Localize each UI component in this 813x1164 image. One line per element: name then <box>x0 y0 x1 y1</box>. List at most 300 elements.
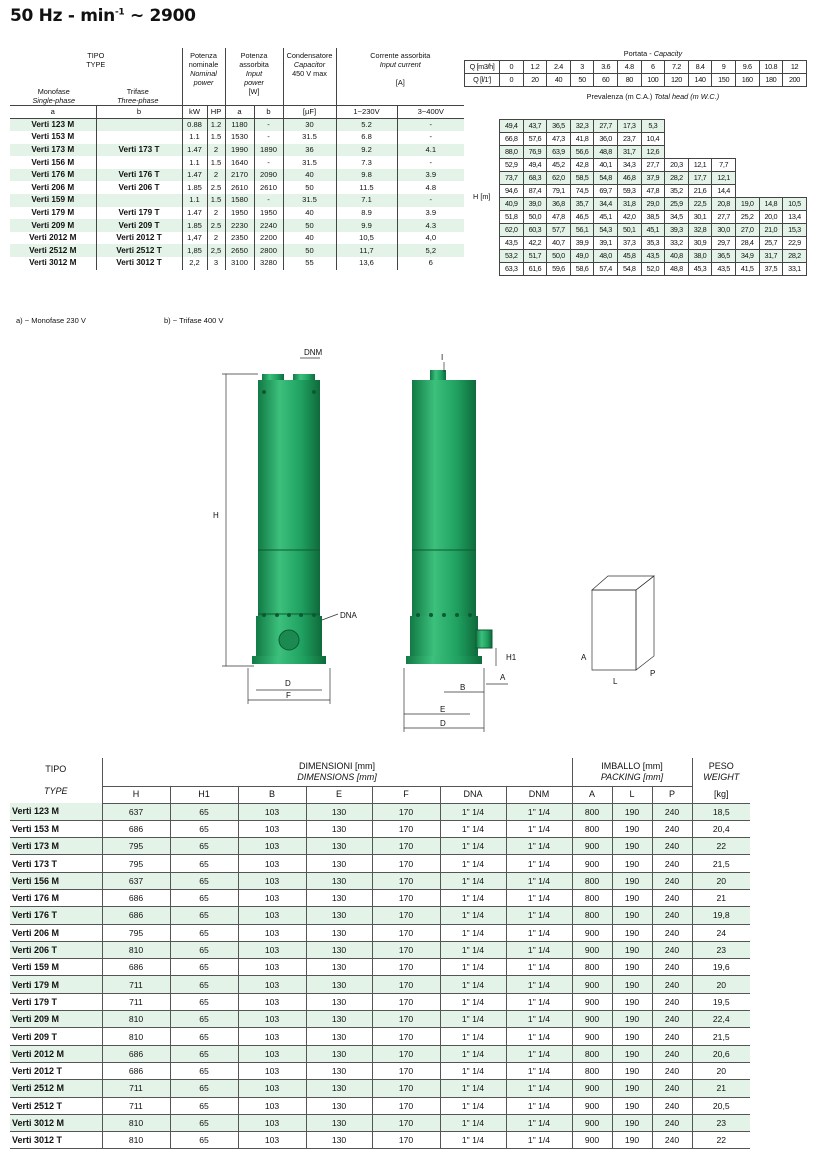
spec-cell: 1530 <box>225 131 254 144</box>
spec-sub-b: b <box>96 106 182 119</box>
spec-sub-kw: kW <box>182 106 207 119</box>
dims-cell: 190 <box>612 959 652 976</box>
dims-cell: 900 <box>572 1132 612 1149</box>
dims-cell: 65 <box>170 959 238 976</box>
dims-col-header: H <box>102 786 170 803</box>
head-value: 28,2 <box>665 171 689 184</box>
q-lmin-value: 60 <box>594 74 618 87</box>
head-empty <box>688 119 712 132</box>
dims-hdr-dimensioni: DIMENSIONI [mm] DIMENSIONS [mm] <box>102 758 572 786</box>
label-d2: D <box>440 719 446 728</box>
head-value: 37,9 <box>641 171 665 184</box>
head-value: 46,8 <box>617 171 641 184</box>
head-empty <box>759 132 783 145</box>
dims-cell: 1" 1/4 <box>440 1045 506 1062</box>
spec-cell: 2 <box>207 169 225 182</box>
head-value: 36,5 <box>547 119 571 132</box>
q-m3h-value: 3 <box>570 61 594 74</box>
head-value: 27,0 <box>735 223 759 236</box>
dims-row <box>10 1114 750 1131</box>
dims-cell: 240 <box>652 889 692 906</box>
head-value: 42,8 <box>570 158 594 171</box>
head-h-label: H [m] <box>465 119 500 275</box>
spec-model-name: Verti 2512 T <box>96 244 182 257</box>
dims-cell: 23 <box>692 1114 750 1131</box>
spec-cell: 1.1 <box>182 194 207 207</box>
head-row <box>465 223 807 236</box>
dims-cell: 20,5 <box>692 1097 750 1114</box>
head-empty <box>665 145 689 158</box>
box-label-a: A <box>581 653 587 662</box>
head-value: 52,0 <box>641 262 665 275</box>
dims-cell: 900 <box>572 941 612 958</box>
dims-cell: 130 <box>306 993 372 1010</box>
q-m3h-value: 9.6 <box>735 61 759 74</box>
head-value: 14,4 <box>712 184 736 197</box>
spec-cell: 4,0 <box>397 232 464 245</box>
spec-cell: 31.5 <box>283 156 336 169</box>
dims-cell: 103 <box>238 1045 306 1062</box>
head-value: 40,8 <box>665 249 689 262</box>
head-value: 34,4 <box>594 197 618 210</box>
dims-cell: 240 <box>652 1132 692 1149</box>
spec-model-name: Verti 176 T <box>96 169 182 182</box>
dims-cell: 170 <box>372 976 440 993</box>
dims-hdr-tipo: TIPO TYPE <box>43 764 68 796</box>
head-value: 27,7 <box>594 119 618 132</box>
spec-hdr-corrente: Corrente assorbita Input current [A] <box>336 48 464 106</box>
head-value: 17,3 <box>617 119 641 132</box>
head-row <box>465 171 807 184</box>
dims-cell: 22 <box>692 1132 750 1149</box>
q-m3h-value: 6 <box>641 61 665 74</box>
spec-sub-hp: HP <box>207 106 225 119</box>
spec-cell: - <box>254 119 283 132</box>
dims-cell: 1" 1/4 <box>440 1028 506 1045</box>
spec-row <box>10 219 464 232</box>
pump-drawing <box>0 340 813 740</box>
spec-cell: 5.2 <box>336 119 397 132</box>
dims-model-name: Verti 2512 T <box>10 1097 102 1114</box>
head-row <box>465 236 807 249</box>
dims-cell: 190 <box>612 976 652 993</box>
q-lmin-value: 20 <box>523 74 547 87</box>
dims-model-name: Verti 123 M <box>10 803 102 820</box>
dims-cell: 22,4 <box>692 1011 750 1028</box>
head-value: 54,3 <box>594 223 618 236</box>
specs-table <box>10 48 464 270</box>
spec-cell: - <box>254 131 283 144</box>
head-value: 62,0 <box>500 223 524 236</box>
head-value: 39,3 <box>665 223 689 236</box>
spec-model-name <box>96 131 182 144</box>
dims-model-name: Verti 176 T <box>10 907 102 924</box>
dims-col-header: H1 <box>170 786 238 803</box>
label-e: E <box>440 705 446 714</box>
dims-cell: 190 <box>612 872 652 889</box>
title-exponent: -1 <box>114 7 125 18</box>
dims-cell: 103 <box>238 1097 306 1114</box>
dims-cell: 810 <box>102 1011 170 1028</box>
dims-cell: 19,6 <box>692 959 750 976</box>
dims-cell: 800 <box>572 1062 612 1079</box>
spec-model-name: Verti 206 T <box>96 181 182 194</box>
dims-model-name: Verti 206 M <box>10 924 102 941</box>
head-value: 68,3 <box>523 171 547 184</box>
head-value: 56,1 <box>570 223 594 236</box>
dims-cell: 170 <box>372 1028 440 1045</box>
spec-cell: 8.9 <box>336 207 397 220</box>
dims-cell: 18,5 <box>692 803 750 820</box>
label-d: D <box>285 679 291 688</box>
dims-cell: 240 <box>652 907 692 924</box>
head-value: 36,0 <box>594 132 618 145</box>
spec-model-name <box>96 194 182 207</box>
q-m3h-value: 3.6 <box>594 61 618 74</box>
dims-cell: 170 <box>372 1045 440 1062</box>
head-value: 43,7 <box>523 119 547 132</box>
note-a: a) ~ Monofase 230 V <box>16 316 86 325</box>
head-value: 76,9 <box>523 145 547 158</box>
dims-cell: 103 <box>238 1080 306 1097</box>
dims-cell: 65 <box>170 1028 238 1045</box>
spec-cell: 2170 <box>225 169 254 182</box>
dims-col-header: L <box>612 786 652 803</box>
dims-cell: 103 <box>238 855 306 872</box>
dims-cell: 170 <box>372 889 440 906</box>
spec-model-name: Verti 123 M <box>10 119 96 132</box>
dims-cell: 1" 1/4 <box>440 820 506 837</box>
dims-cell: 711 <box>102 993 170 1010</box>
dims-cell: 103 <box>238 907 306 924</box>
spec-cell: 9.2 <box>336 144 397 157</box>
q-lmin-value: 160 <box>735 74 759 87</box>
dims-cell: 170 <box>372 820 440 837</box>
spec-cell: 4.8 <box>397 181 464 194</box>
dims-cell: 170 <box>372 1114 440 1131</box>
head-value: 35,3 <box>641 236 665 249</box>
dims-cell: 130 <box>306 1011 372 1028</box>
dims-cell: 1" 1/4 <box>440 1114 506 1131</box>
dims-cell: 795 <box>102 855 170 872</box>
dims-cell: 900 <box>572 1028 612 1045</box>
spec-hdr-assorbita: Potenza assorbita Input power [W] <box>225 48 283 106</box>
dims-cell: 1" 1/4 <box>440 976 506 993</box>
spec-cell: 1.2 <box>207 119 225 132</box>
head-row <box>465 197 807 210</box>
q-lmin-value: 140 <box>688 74 712 87</box>
spec-cell: 7.3 <box>336 156 397 169</box>
head-value: 20,0 <box>759 210 783 223</box>
spec-sub-a: a <box>10 106 96 119</box>
head-value: 63,3 <box>500 262 524 275</box>
head-value: 46,5 <box>570 210 594 223</box>
dims-row <box>10 959 750 976</box>
dims-row <box>10 924 750 941</box>
head-value: 43,5 <box>712 262 736 275</box>
dims-cell: 810 <box>102 1114 170 1131</box>
dims-hdr-imballo: IMBALLO [mm] PACKING [mm] <box>572 758 692 786</box>
head-empty <box>759 145 783 158</box>
head-value: 59,3 <box>617 184 641 197</box>
head-value: 10,4 <box>641 132 665 145</box>
spec-row <box>10 169 464 182</box>
dims-col-header: P <box>652 786 692 803</box>
dims-cell: 1" 1/4 <box>440 803 506 820</box>
dims-cell: 103 <box>238 941 306 958</box>
head-empty <box>735 158 759 171</box>
dims-cell: 190 <box>612 1011 652 1028</box>
dims-hdr-peso: PESO WEIGHT <box>692 758 750 786</box>
head-value: 45,1 <box>594 210 618 223</box>
head-value: 12,6 <box>641 145 665 158</box>
dims-cell: 190 <box>612 803 652 820</box>
head-value: 19,0 <box>735 197 759 210</box>
dims-cell: 240 <box>652 1011 692 1028</box>
dims-cell: 900 <box>572 924 612 941</box>
head-value: 54,8 <box>617 262 641 275</box>
head-empty <box>735 145 759 158</box>
dims-col-header: E <box>306 786 372 803</box>
dims-row <box>10 838 750 855</box>
head-row <box>465 262 807 275</box>
spec-cell: 1.5 <box>207 194 225 207</box>
dims-cell: 190 <box>612 889 652 906</box>
head-value: 40,9 <box>500 197 524 210</box>
dims-cell: 1" 1/4 <box>506 1028 572 1045</box>
spec-cell: 4.1 <box>397 144 464 157</box>
dims-cell: 686 <box>102 1062 170 1079</box>
dims-cell: 21,5 <box>692 855 750 872</box>
dims-cell: 170 <box>372 924 440 941</box>
dims-row <box>10 1132 750 1149</box>
spec-row <box>10 131 464 144</box>
head-value: 30,1 <box>688 210 712 223</box>
spec-cell: 1950 <box>254 207 283 220</box>
dims-cell: 103 <box>238 1114 306 1131</box>
spec-cell: 2200 <box>254 232 283 245</box>
dims-cell: 190 <box>612 907 652 924</box>
q-m3h-value: 9 <box>712 61 736 74</box>
dims-cell: 130 <box>306 1045 372 1062</box>
dims-cell: 240 <box>652 1045 692 1062</box>
dims-cell: 686 <box>102 959 170 976</box>
head-value: 42,2 <box>523 236 547 249</box>
spec-cell: 5,2 <box>397 244 464 257</box>
q-m3h-value: 12 <box>783 61 807 74</box>
head-value: 59,6 <box>547 262 571 275</box>
q-m3h-value: 8.4 <box>688 61 712 74</box>
box-label-p: P <box>650 669 656 678</box>
spec-cell: 13,6 <box>336 257 397 270</box>
dims-cell: 65 <box>170 820 238 837</box>
head-value: 12,1 <box>688 158 712 171</box>
dims-cell: 24 <box>692 924 750 941</box>
dims-cell: 711 <box>102 1097 170 1114</box>
head-value: 37,3 <box>617 236 641 249</box>
head-value: 50,0 <box>523 210 547 223</box>
dims-cell: 240 <box>652 959 692 976</box>
head-empty <box>783 132 807 145</box>
dims-cell: 170 <box>372 959 440 976</box>
head-empty <box>783 145 807 158</box>
head-value: 20,8 <box>712 197 736 210</box>
spec-model-name <box>96 156 182 169</box>
spec-cell: - <box>397 194 464 207</box>
head-value: 49,4 <box>523 158 547 171</box>
head-value: 28,4 <box>735 236 759 249</box>
dims-row <box>10 1080 750 1097</box>
dims-cell: 130 <box>306 941 372 958</box>
dims-cell: 240 <box>652 941 692 958</box>
spec-cell: 1.47 <box>182 144 207 157</box>
dims-cell: 190 <box>612 993 652 1010</box>
label-b: B <box>460 683 466 692</box>
spec-cell: 1580 <box>225 194 254 207</box>
head-value: 31,8 <box>617 197 641 210</box>
dims-cell: 1" 1/4 <box>506 1114 572 1131</box>
spec-model-name: Verti 176 M <box>10 169 96 182</box>
head-value: 88,0 <box>500 145 524 158</box>
head-row <box>465 132 807 145</box>
head-value: 45,8 <box>617 249 641 262</box>
side-pump <box>406 370 492 664</box>
dims-cell: 130 <box>306 838 372 855</box>
head-value: 31,7 <box>617 145 641 158</box>
dims-cell: 23 <box>692 941 750 958</box>
dims-cell: 1" 1/4 <box>506 855 572 872</box>
head-value: 87,4 <box>523 184 547 197</box>
head-value: 56,6 <box>570 145 594 158</box>
head-value: 34,3 <box>617 158 641 171</box>
spec-model-name: Verti 179 M <box>31 207 75 217</box>
dims-col-header: DNM <box>506 786 572 803</box>
dims-cell: 130 <box>306 1080 372 1097</box>
dims-row <box>10 1045 750 1062</box>
dims-cell: 130 <box>306 959 372 976</box>
dims-model-name: Verti 159 M <box>10 959 102 976</box>
portata-header: Portata - Capacity <box>623 49 683 59</box>
head-value: 57,4 <box>594 262 618 275</box>
head-value: 45,3 <box>688 262 712 275</box>
dims-model-name: Verti 206 T <box>10 941 102 958</box>
head-value: 49,4 <box>500 119 524 132</box>
label-i: I <box>441 353 444 362</box>
dims-cell: 686 <box>102 820 170 837</box>
dims-cell: 900 <box>572 838 612 855</box>
q-lmin-value: 100 <box>641 74 665 87</box>
dims-cell: 686 <box>102 1045 170 1062</box>
dims-cell: 130 <box>306 1062 372 1079</box>
spec-cell: 1950 <box>225 207 254 220</box>
dims-cell: 21,5 <box>692 1028 750 1045</box>
dims-cell: 1" 1/4 <box>506 924 572 941</box>
dims-cell: 103 <box>238 1011 306 1028</box>
head-value: 33,2 <box>665 236 689 249</box>
head-value: 31,7 <box>759 249 783 262</box>
dims-cell: 103 <box>238 924 306 941</box>
q-m3h-value: 7.2 <box>665 61 689 74</box>
spec-cell: 2.5 <box>207 219 225 232</box>
head-value: 29,0 <box>641 197 665 210</box>
page-title <box>10 6 196 26</box>
spec-row <box>10 181 464 194</box>
dims-cell: 240 <box>652 976 692 993</box>
note-b: b) ~ Trifase 400 V <box>164 316 224 325</box>
spec-cell: 2350 <box>225 232 254 245</box>
head-value: 39,9 <box>570 236 594 249</box>
dims-cell: 130 <box>306 924 372 941</box>
dims-cell: 65 <box>170 1080 238 1097</box>
spec-cell: 36 <box>283 144 336 157</box>
head-value: 63,9 <box>547 145 571 158</box>
dims-cell: 1" 1/4 <box>440 838 506 855</box>
head-value: 52,9 <box>500 158 524 171</box>
head-value: 53,2 <box>500 249 524 262</box>
dims-cell: 103 <box>238 889 306 906</box>
dims-model-name: Verti 209 M <box>10 1011 102 1028</box>
dims-cell: 170 <box>372 1097 440 1114</box>
spec-row <box>10 144 464 157</box>
spec-cell: 40 <box>283 169 336 182</box>
dims-cell: 130 <box>306 1097 372 1114</box>
head-row <box>465 210 807 223</box>
spec-cell: 1.5 <box>207 156 225 169</box>
dims-row <box>10 941 750 958</box>
dims-cell: 1" 1/4 <box>506 803 572 820</box>
dims-cell: 795 <box>102 924 170 941</box>
dims-cell: 130 <box>306 820 372 837</box>
head-value: 45,1 <box>641 223 665 236</box>
spec-cell: 31.5 <box>283 194 336 207</box>
dims-cell: 190 <box>612 941 652 958</box>
dims-cell: 170 <box>372 1132 440 1149</box>
dims-row <box>10 1011 750 1028</box>
spec-cell: 50 <box>283 181 336 194</box>
dims-cell: 1" 1/4 <box>506 820 572 837</box>
dims-cell: 800 <box>572 872 612 889</box>
spec-cell: 40 <box>283 207 336 220</box>
q-m3h-value: 4.8 <box>617 61 641 74</box>
dims-cell: 103 <box>238 976 306 993</box>
head-value: 13,4 <box>783 210 807 223</box>
spec-hdr-condensatore: Condensatore Capacitor 450 V max <box>283 48 336 106</box>
dims-cell: 65 <box>170 924 238 941</box>
spec-cell: 2610 <box>254 181 283 194</box>
dims-model-name: Verti 156 M <box>10 872 102 889</box>
dims-cell: 65 <box>170 803 238 820</box>
dims-model-name: Verti 173 T <box>10 855 102 872</box>
spec-cell: 11.5 <box>336 181 397 194</box>
head-value: 50,1 <box>617 223 641 236</box>
dims-col-header: DNA <box>440 786 506 803</box>
dims-cell: 1" 1/4 <box>506 993 572 1010</box>
dims-cell: 240 <box>652 1097 692 1114</box>
dims-cell: 1" 1/4 <box>440 959 506 976</box>
dims-model-name: Verti 2012 T <box>10 1062 102 1079</box>
dims-cell: 1" 1/4 <box>440 1062 506 1079</box>
spec-cell: 1.5 <box>207 131 225 144</box>
spec-model-name <box>96 119 182 132</box>
head-value: 48,8 <box>665 262 689 275</box>
spec-model-name: Verti 2512 M <box>10 244 96 257</box>
dims-cell: 240 <box>652 872 692 889</box>
dims-row <box>10 855 750 872</box>
dims-cell: 130 <box>306 803 372 820</box>
dims-cell: 130 <box>306 907 372 924</box>
spec-cell: 2 <box>207 144 225 157</box>
spec-cell: 55 <box>283 257 336 270</box>
